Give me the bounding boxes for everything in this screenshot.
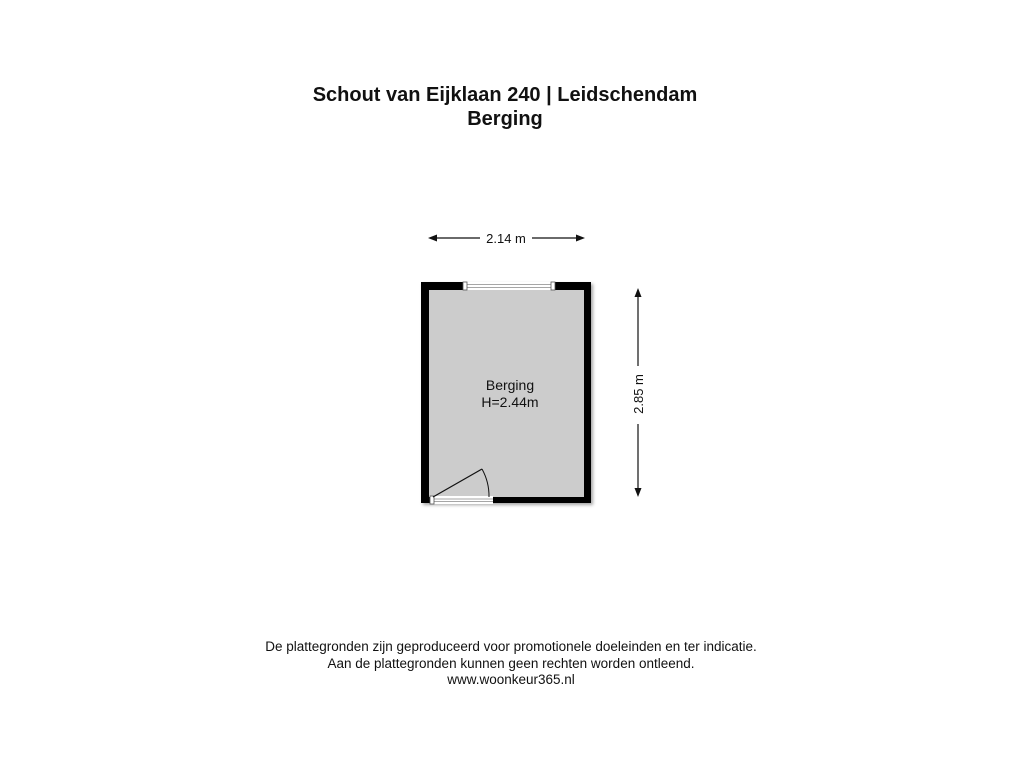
room-label: Berging bbox=[485, 377, 535, 393]
depth-dimension bbox=[631, 288, 646, 497]
room-berging bbox=[421, 282, 591, 504]
floorplan-title: Schout van Eijklaan 240 | Leidschendam bbox=[312, 84, 698, 106]
width-dimension bbox=[428, 231, 585, 246]
website-link[interactable]: www.woonkeur365.nl bbox=[447, 672, 575, 687]
window bbox=[463, 282, 555, 290]
depth-dimension-label: 2.85 m bbox=[631, 374, 646, 414]
floor-name: Berging bbox=[467, 108, 543, 130]
disclaimer-line-2: Aan de plattegronden kunnen geen rechten worden ontleend. bbox=[327, 656, 695, 671]
disclaimer-line-1: De plattegronden zijn geproduceerd voor promotionele doeleinden en ter indicatie. bbox=[265, 639, 757, 654]
room-height-label: H=2.44m bbox=[481, 394, 539, 410]
width-dimension-label: 2.14 m bbox=[486, 231, 526, 246]
